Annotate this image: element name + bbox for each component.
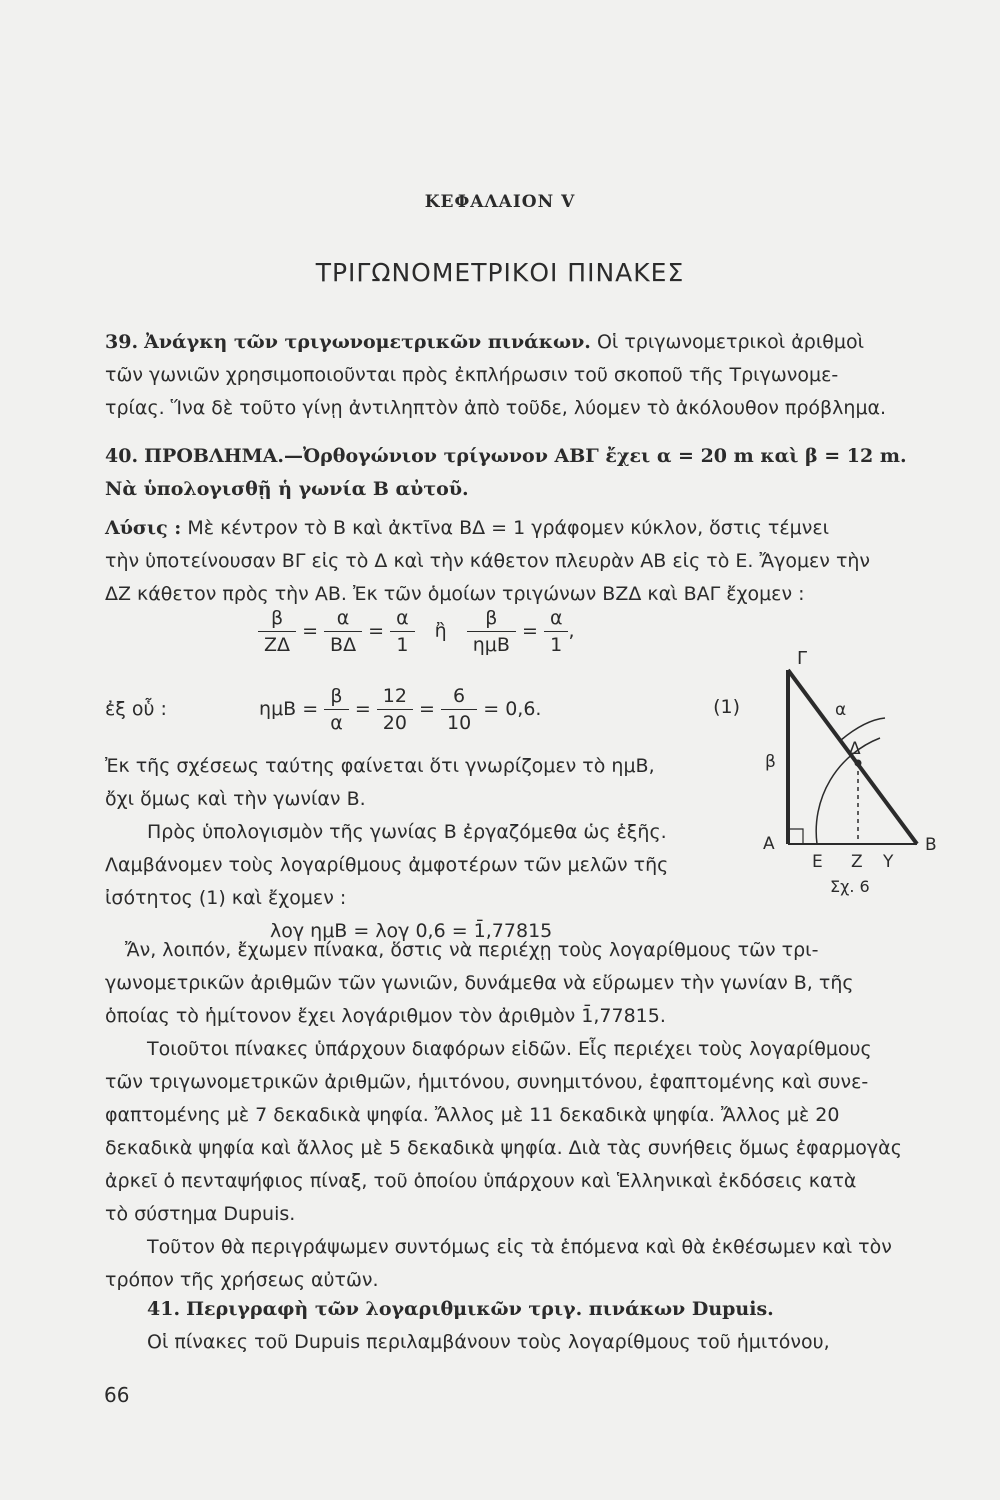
fraction-beta-sinb: $\frac{\beta}{\text{ημΒ}}$ [467,605,516,658]
fraction-beta-zd: $\frac{\beta}{Z\Delta}$ [258,605,296,658]
label-Z: Ζ [851,852,863,872]
solution-label: Λύσις : [105,517,182,539]
fraction-alpha-1: $\frac{\alpha}{1}$ [390,605,415,658]
main-line-9: τὸ σύστημα Dupuis. [105,1203,296,1225]
main-line-10: Τοῦτον θὰ περιγράψωμεν συντόμως εἰς τὰ ἑπόμενα καὶ θὰ ἐκθέσωμεν καὶ τὸν [147,1236,892,1258]
section-41 [105,1293,940,1359]
paragraph-beside-figure [105,750,745,948]
label-B: Β [925,835,937,855]
section-40 [105,440,940,506]
label-alpha: α [835,700,847,720]
right-angle-mark [788,829,803,844]
section-40-number: 40. [105,445,139,467]
solution-line-2: τὴν ὑποτείνουσαν ΒΓ εἰς τὸ Δ καὶ τὴν κάθετον πλευρὰν ΑΒ εἰς τὸ Ε. Ἄγομεν τὴν [105,550,871,572]
equation-sine: ἐξ οὗ : ημΒ = $\frac{\beta}{\alpha}$ = $\frac{12}{20}$ = $\frac{6}{10}$ = 0,6. (1) [105,685,740,734]
main-line-3: ὁποίας τὸ ἡμίτονον ἔχει λογάριθμον τὸν ἀριθμὸν 1̄,77815. [105,1005,666,1027]
fraction-alpha-1b: $\frac{\alpha}{1}$ [544,605,569,658]
figure-caption: Σχ. 6 [830,877,870,896]
main-line-5: τῶν τριγωνομετρικῶν ἀριθμῶν, ἡμιτόνου, συνημιτόνου, ἐφαπτομένης καὶ συνε- [105,1071,869,1093]
solution-line-1: Μὲ κέντρον τὸ Β καὶ ἀκτῖνα ΒΔ = 1 γράφομεν κύκλον, ὅστις τέμνει [187,517,830,539]
label-Y: Υ [883,852,894,872]
page-number: 66 [104,1383,130,1407]
section-39-line-1: Οἱ τριγωνομετρικοὶ ἀριθμοὶ [596,331,865,353]
main-paragraph [105,934,940,1297]
equation-prefix: ἐξ οὗ : [105,698,167,720]
beside-line-3: Πρὸς ὑπολογισμὸν τῆς γωνίας Β ἐργαζόμεθα ὡς ἑξῆς. [147,821,667,843]
beside-line-2: ὄχι ὅμως καὶ τὴν γωνίαν Β. [105,788,366,810]
section-39-heading: Ἀνάγκη τῶν τριγωνομετρικῶν πινάκων. [144,331,591,353]
main-line-7: δεκαδικὰ ψηφία καὶ ἄλλος μὲ 5 δεκαδικὰ ψηφία. Διὰ τὰς συνήθεις ὅμως ἐφαρμογὰς [105,1137,902,1159]
section-41-heading: Περιγραφὴ τῶν λογαριθμικῶν τριγ. πινάκων Dupuis. [186,1298,774,1320]
section-39 [105,326,940,425]
label-G: Γ [797,648,808,669]
section-39-line-3: τρίας. Ἵνα δὲ τοῦτο γίνῃ ἀντιληπτὸν ἀπὸ τοῦδε, λύομεν τὸ ἀκόλουθον πρόβλημα. [105,397,887,419]
section-39-line-2: τῶν γωνιῶν χρησιμοποιοῦνται πρὸς ἐκπλήρωσιν τοῦ σκοποῦ τῆς Τριγωνομε- [105,364,839,386]
beside-line-5: ἰσότητος (1) καὶ ἔχομεν : [105,887,347,909]
label-D: Δ [849,739,861,759]
or-word: ἢ [434,620,447,642]
main-line-4: Τοιοῦτοι πίνακες ὑπάρχουν διαφόρων εἰδῶν. Εἷς περιέχει τοὺς λογαρίθμους [147,1038,872,1060]
section-41-line: Οἱ πίνακες τοῦ Dupuis περιλαμβάνουν τοὺς λογαρίθμους τοῦ ἡμιτόνου, [147,1331,830,1353]
problem-question: Νὰ ὑπολογισθῇ ἡ γωνία Β αὐτοῦ. [105,478,469,500]
log-equation: λογ ημΒ = λογ 0,6 = 1̄,77815 [270,920,553,942]
fraction-alpha-bd: $\frac{\alpha}{B\Delta}$ [324,605,362,658]
main-line-6: φαπτομένης μὲ 7 δεκαδικὰ ψηφία. Ἄλλος μὲ 11 δεκαδικὰ ψηφία. Ἄλλος μὲ 20 [105,1104,840,1126]
main-line-8: ἀρκεῖ ὁ πενταψήφιος πίναξ, τοῦ ὁποίου ὑπάρχουν καὶ Ἑλληνικαὶ ἐκδόσεις κατὰ [105,1170,857,1192]
circle-arc-outer [841,718,885,740]
fraction-12-20: $\frac{12}{20}$ [377,683,413,736]
beside-line-4: Λαμβάνομεν τοὺς λογαρίθμους ἀμφοτέρων τῶν μελῶν τῆς [105,854,669,876]
page-title: ΤΡΙΓΩΝΟΜΕΤΡΙΚΟΙ ΠΙΝΑΚΕΣ [315,258,685,287]
label-beta: β [765,752,776,772]
label-E: Ε [812,852,823,872]
solution-paragraph [105,512,940,611]
fraction-6-10: $\frac{6}{10}$ [441,683,477,736]
fraction-beta-alpha: $\frac{\beta}{\alpha}$ [324,683,349,736]
beside-line-1: Ἐκ τῆς σχέσεως ταύτης φαίνεται ὅτι γνωρίζομεν τὸ ημΒ, [105,755,655,777]
chapter-label: ΚΕΦΑΛΑΙΟΝ V [424,192,576,212]
problem-statement: ΠΡΟΒΛΗΜΑ.—Ὀρθογώνιον τρίγωνον ΑΒΓ ἔχει α = 20 m καὶ β = 12 m. [144,445,907,467]
equation-proportion: $\frac{\beta}{Z\Delta}$ = $\frac{\alpha}{B\Delta}$ = $\frac{\alpha}{1}$ ἢ $\frac{\beta}{\text{ημΒ}}$ = $\frac{\alpha}{1}$ , [258,605,575,658]
section-39-number: 39. [105,331,139,353]
main-line-11: τρόπον τῆς χρήσεως αὐτῶν. [105,1269,379,1291]
main-line-1: Ἄν, λοιπόν, ἔχωμεν πίνακα, ὅστις νὰ περιέχῃ τοὺς λογαρίθμους τῶν τρι- [125,939,819,961]
equation-tag: (1) [713,696,740,718]
main-line-2: γωνομετρικῶν ἀριθμῶν τῶν γωνιῶν, δυνάμεθα νὰ εὕρωμεν τὴν γωνίαν Β, τῆς [105,972,854,994]
equation-lhs: ημΒ [259,698,297,720]
label-A: Α [763,834,775,854]
equation-result: 0,6. [505,698,542,720]
section-41-number: 41. [147,1298,181,1320]
point-D [855,760,861,766]
figure-6 [755,630,945,910]
solution-line-3: ΔΖ κάθετον πρὸς τὴν ΑΒ. Ἐκ τῶν ὁμοίων τριγώνων ΒΖΔ καὶ ΒΑΓ ἔχομεν : [105,583,805,605]
